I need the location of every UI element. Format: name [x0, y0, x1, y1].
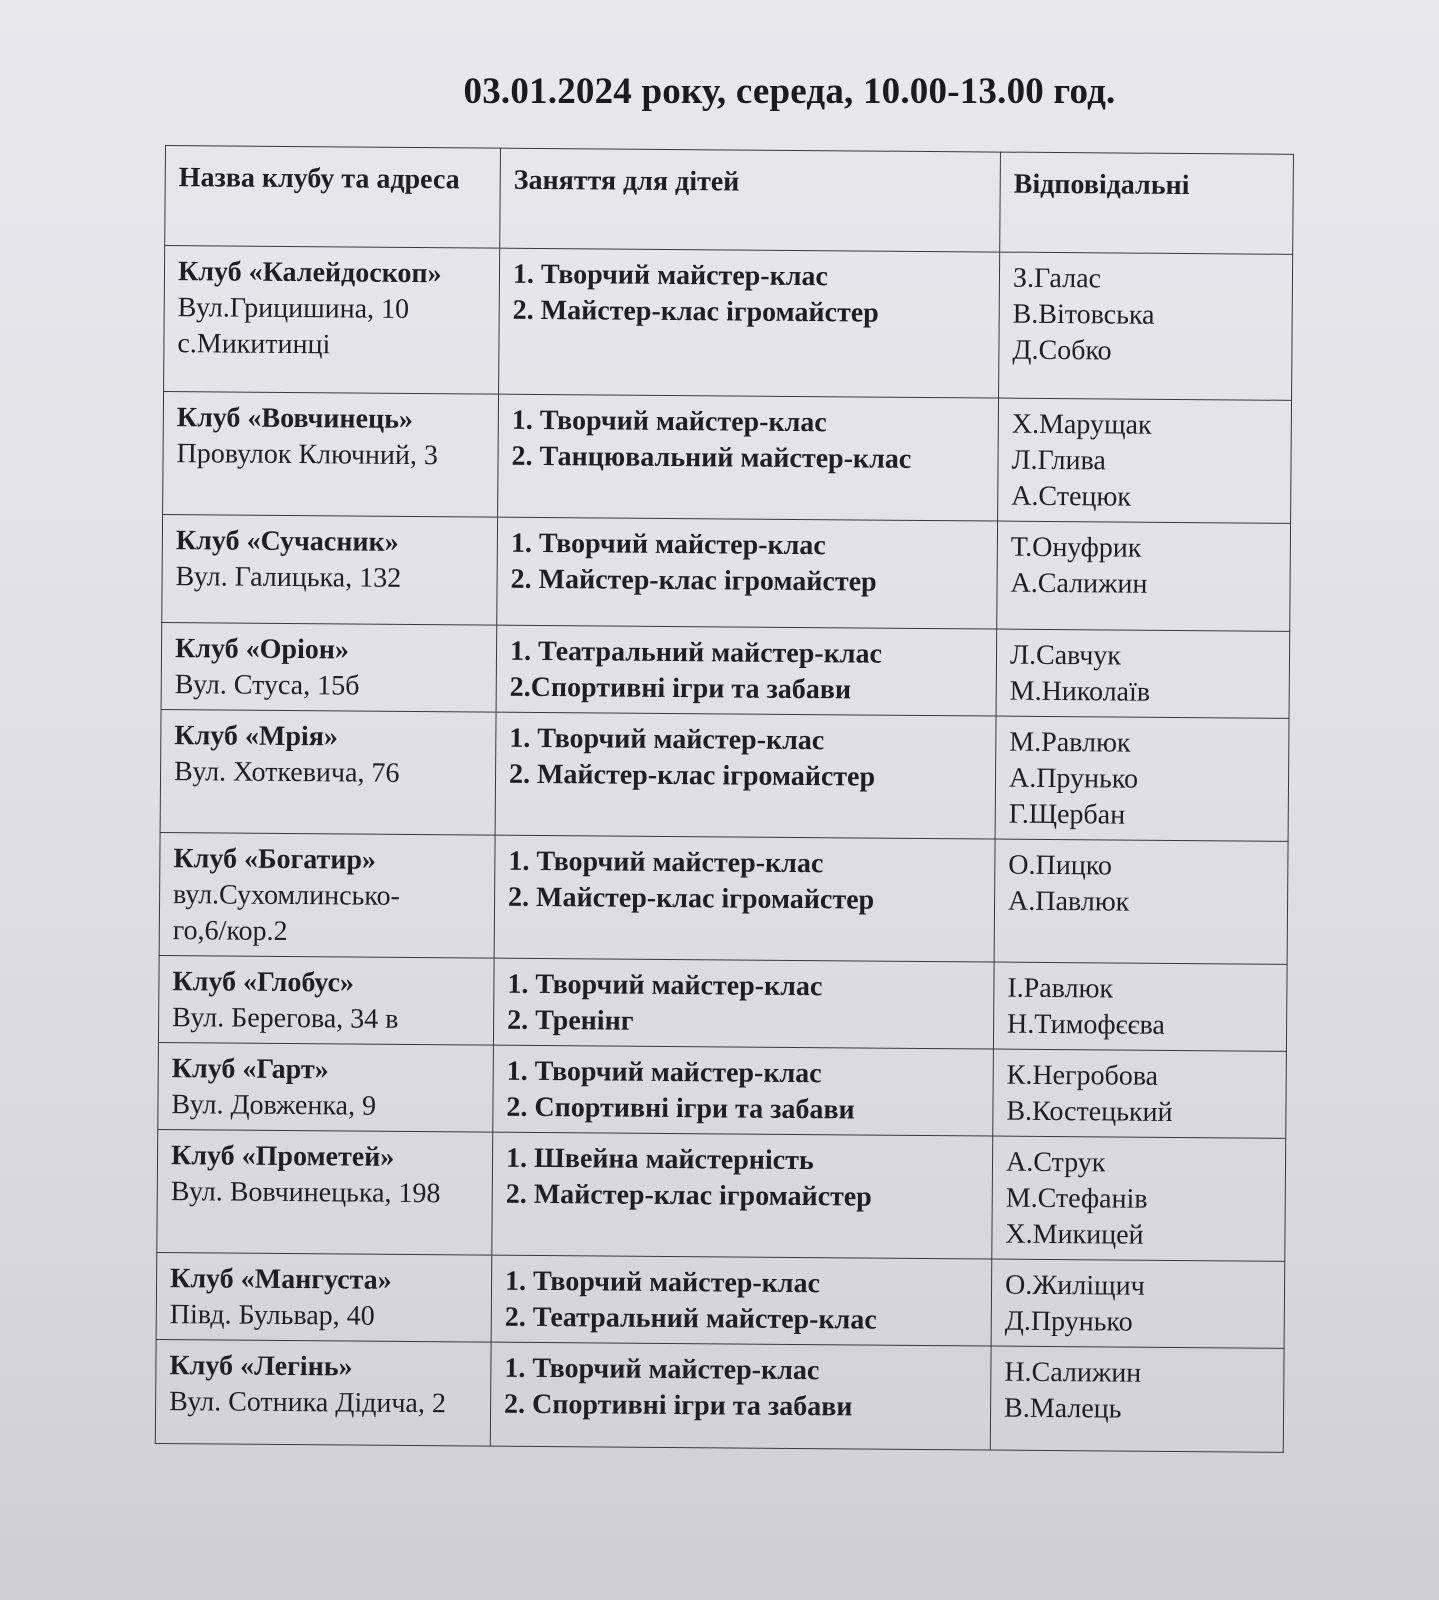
activities-cell: [497, 517, 998, 629]
responsible-person: Х.Микицей: [1005, 1218, 1144, 1251]
club-cell: [157, 1129, 493, 1255]
club-address-line: Вул. Хоткевича, 76: [173, 756, 400, 789]
page-title: 03.01.2024 року, середа, 10.00-13.00 год.: [463, 71, 1116, 112]
activity-item: 2. Майстер-клас ігромайстер: [512, 294, 879, 329]
responsible-person: А.Стецюк: [1011, 480, 1132, 513]
column-header-responsible: Відповідальні: [1000, 152, 1294, 254]
responsible-cell: [998, 398, 1292, 523]
club-name: Клуб «Вовчинець»: [176, 402, 414, 435]
responsible-cell: [995, 716, 1289, 841]
column-header-club: Назва клубу та адреса: [165, 146, 501, 249]
table-row: [161, 622, 1290, 718]
table-row: [155, 1339, 1284, 1452]
activities-cell: [491, 1255, 992, 1346]
activity-item: 1. Творчий майстер-клас: [508, 845, 824, 880]
activity-item: 1. Творчий майстер-клас: [507, 968, 823, 1003]
club-cell: [163, 391, 499, 517]
club-address-line: Вул. Берегова, 34 в: [172, 1002, 399, 1035]
responsible-person: Г.Щербан: [1008, 798, 1126, 831]
responsible-cell: [993, 962, 1287, 1051]
activity-item: 1. Творчий майстер-клас: [504, 1352, 820, 1387]
club-address-line: Вул. Стуса, 15б: [174, 669, 360, 702]
responsible-person: І.Равлюк: [1007, 972, 1114, 1005]
responsible-person: Д.Прунько: [1004, 1305, 1133, 1338]
responsible-person: В.Костецький: [1006, 1095, 1173, 1128]
responsible-person: Н.Салижин: [1004, 1356, 1142, 1389]
club-name: Клуб «Легінь»: [169, 1350, 353, 1383]
table-row: [162, 514, 1291, 631]
activity-item: 2. Майстер-клас ігромайстер: [510, 563, 877, 598]
activities-cell: [493, 958, 994, 1049]
activity-item: 1. Творчий майстер-клас: [512, 258, 829, 293]
club-address-line: Вул. Вовчинецька, 198: [170, 1176, 441, 1210]
table-row: [159, 832, 1288, 964]
responsible-person: Н.Тимофєєва: [1006, 1008, 1166, 1041]
activity-item: 2. Майстер-клас ігромайстер: [508, 758, 876, 793]
club-address-line: Вул. Галицька, 132: [175, 561, 402, 594]
responsible-person: А.Прунько: [1008, 762, 1139, 795]
activities-cell: [490, 1342, 991, 1450]
club-cell: [155, 1339, 491, 1446]
club-cell: [158, 1042, 494, 1132]
responsible-person: В.Малець: [1003, 1392, 1122, 1425]
responsible-cell: [992, 1136, 1286, 1261]
club-cell: [161, 622, 497, 712]
club-name: Клуб «Гарт»: [171, 1053, 329, 1086]
responsible-person: З.Галас: [1012, 262, 1102, 295]
table-row: [164, 246, 1293, 401]
activity-item: 2. Тренінг: [507, 1004, 634, 1037]
activity-item: 1. Творчий майстер-клас: [510, 527, 826, 562]
responsible-cell: [991, 1259, 1285, 1348]
club-cell: [158, 955, 494, 1045]
table-row: [156, 1252, 1285, 1348]
table-row: [157, 1129, 1286, 1261]
club-name: Клуб «Прометей»: [170, 1140, 395, 1173]
club-name: Клуб «Глобус»: [172, 966, 355, 999]
responsible-person: О.Жиліщич: [1004, 1269, 1145, 1302]
responsible-person: В.Вітовська: [1012, 298, 1155, 331]
table-body: [155, 246, 1292, 1453]
responsible-cell: [994, 839, 1288, 964]
club-cell: [164, 246, 500, 395]
responsible-person: М.Равлюк: [1009, 726, 1131, 759]
activity-item: 2. Спортивні ігри та забави: [506, 1091, 855, 1126]
activities-cell: [499, 248, 1000, 398]
responsible-cell: [993, 1049, 1287, 1138]
responsible-person: Л.Савчук: [1009, 639, 1122, 672]
activity-item: 2. Театральний майстер-клас: [504, 1301, 877, 1336]
activity-item: 1. Театральний майстер-клас: [509, 635, 883, 670]
responsible-person: А.Павлюк: [1007, 885, 1130, 918]
club-cell: [156, 1252, 492, 1342]
club-address-line: вул.Сухомлинсько-: [172, 879, 400, 912]
club-name: Клуб «Калейдоскоп»: [177, 256, 442, 290]
activity-item: 1. Творчий майстер-клас: [509, 722, 825, 757]
responsible-person: Д.Собко: [1012, 334, 1112, 367]
activities-cell: [492, 1132, 993, 1259]
responsible-cell: [996, 629, 1290, 718]
club-address-line: Вул.Грицишина, 10: [177, 292, 410, 325]
responsible-person: Х.Марущак: [1011, 408, 1152, 441]
club-cell: [160, 709, 496, 835]
activity-item: 1. Творчий майстер-клас: [504, 1265, 821, 1300]
responsible-person: К.Негробова: [1006, 1059, 1159, 1092]
club-name: Клуб «Мрія»: [174, 720, 339, 753]
club-address-line: с.Микитинці: [177, 328, 331, 361]
club-address-line: Вул. Довженка, 9: [171, 1089, 377, 1122]
table-row: [158, 955, 1287, 1051]
responsible-person: Т.Онуфрик: [1010, 531, 1142, 564]
responsible-person: А.Струк: [1005, 1146, 1106, 1179]
club-name: Клуб «Сучасник»: [175, 525, 399, 558]
club-name: Клуб «Богатир»: [173, 843, 377, 876]
table-row: [163, 391, 1292, 523]
table-row: [158, 1042, 1287, 1138]
column-header-activities: Заняття для дітей: [500, 148, 1001, 252]
responsible-person: М.Николаїв: [1009, 675, 1151, 708]
table-row: [160, 709, 1289, 841]
club-cell: [159, 832, 495, 958]
schedule-table: [155, 145, 1294, 1453]
activity-item: 2. Спортивні ігри та забави: [503, 1388, 853, 1423]
activities-cell: [495, 712, 996, 839]
activities-cell: [493, 1045, 994, 1136]
responsible-person: А.Салижин: [1010, 567, 1148, 600]
responsible-person: Л.Глива: [1011, 444, 1106, 477]
activity-item: 2.Спортивні ігри та забави: [509, 671, 852, 706]
activity-item: 1. Творчий майстер-клас: [506, 1055, 822, 1090]
responsible-cell: [999, 252, 1293, 400]
responsible-cell: [990, 1346, 1284, 1452]
activity-item: 2. Майстер-клас ігромайстер: [505, 1178, 872, 1213]
activity-item: 1. Швейна майстерність: [505, 1142, 814, 1177]
activity-item: 2. Танцювальний майстер-клас: [511, 440, 912, 475]
activity-item: 2. Майстер-клас ігромайстер: [507, 881, 875, 916]
activities-cell: [498, 394, 999, 521]
activities-cell: [496, 625, 997, 716]
club-address-line: Провулок Ключний, 3: [176, 438, 439, 472]
club-address-line: Вул. Сотника Дідича, 2: [169, 1386, 447, 1420]
activities-cell: [494, 835, 995, 962]
activity-item: 1. Творчий майстер-клас: [511, 404, 827, 439]
responsible-person: О.Пицко: [1008, 849, 1113, 882]
table-header-row: [165, 146, 1294, 255]
responsible-person: М.Стефанів: [1005, 1182, 1148, 1215]
club-name: Клуб «Мангуста»: [169, 1263, 392, 1296]
schedule-sheet: [155, 145, 1293, 1453]
club-address-line: го,6/кор.2: [172, 915, 288, 947]
club-address-line: Півд. Бульвар, 40: [169, 1299, 375, 1332]
responsible-cell: [997, 521, 1291, 631]
club-name: Клуб «Оріон»: [174, 633, 350, 666]
club-cell: [162, 514, 498, 625]
